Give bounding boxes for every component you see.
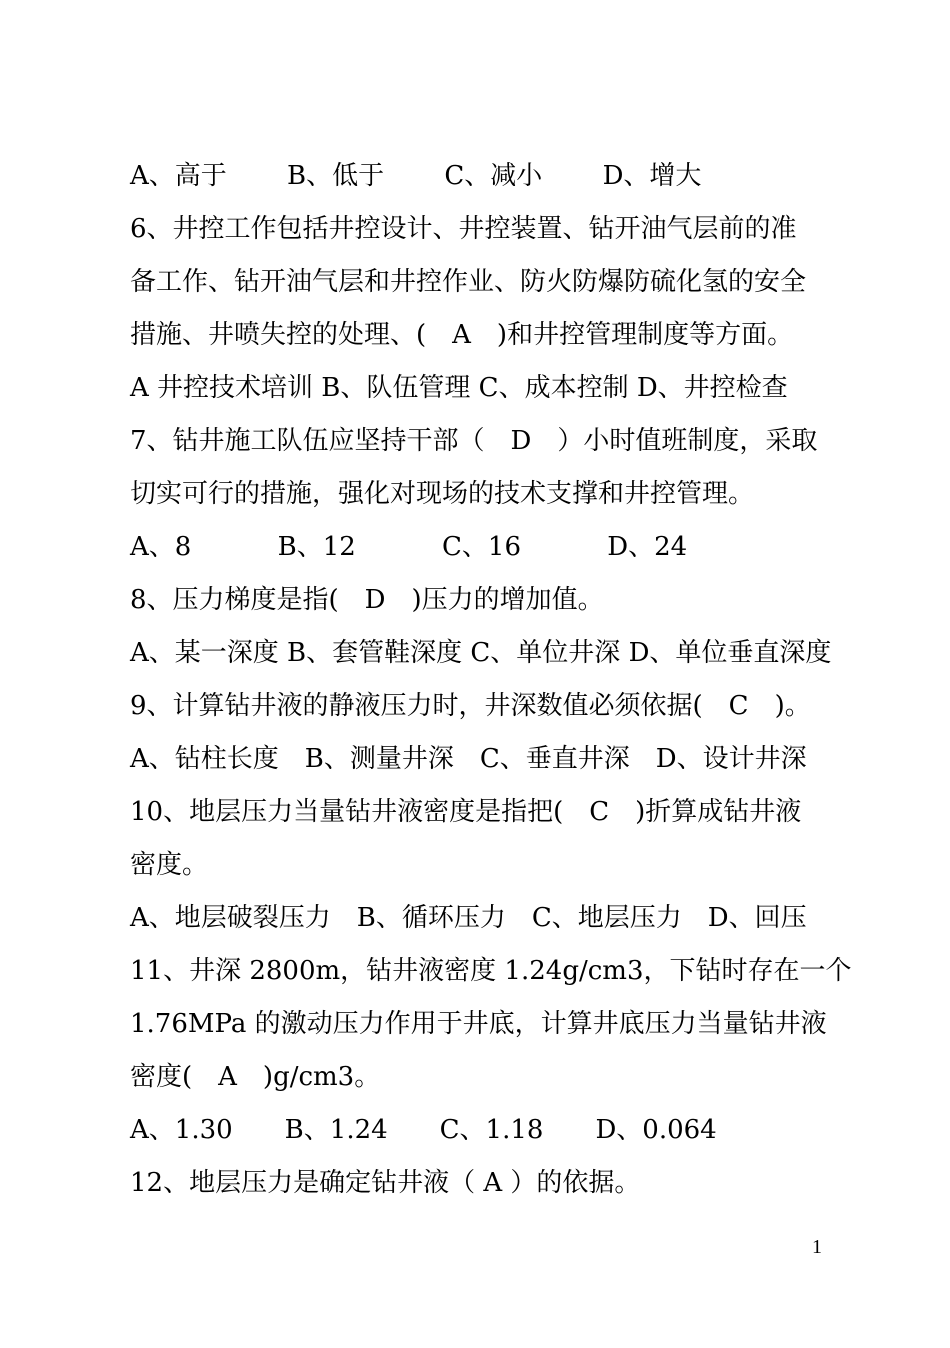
text-line: 密度( A )g/cm3。 (130, 1062, 381, 1092)
text-line: 6、井控工作包括井控设计、井控装置、钻开油气层前的准 (130, 214, 797, 244)
text-line: A 井控技术培训 B、队伍管理 C、成本控制 D、井控检查 (130, 373, 788, 403)
text-line: 密度。 (130, 850, 209, 880)
text-line: 措施、井喷失控的处理、( A )和井控管理制度等方面。 (130, 320, 794, 350)
text-line: 1.76MPa 的激动压力作用于井底，计算井底压力当量钻井液 (130, 1009, 827, 1039)
text-line: 10、地层压力当量钻井液密度是指把( C )折算成钻井液 (130, 797, 802, 827)
text-line: 8、压力梯度是指( D )压力的增加值。 (130, 585, 604, 615)
text-line: A、高于 B、低于 C、减小 D、增大 (130, 161, 702, 191)
text-line: 切实可行的措施，强化对现场的技术支撑和井控管理。 (130, 479, 755, 509)
text-line: 备工作、钻开油气层和井控作业、防火防爆防硫化氢的安全 (130, 267, 807, 297)
text-line: A、某一深度 B、套管鞋深度 C、单位井深 D、单位垂直深度 (130, 638, 832, 668)
text-line: A、地层破裂压力 B、循环压力 C、地层压力 D、回压 (130, 903, 807, 933)
text-line: A、1.30 B、1.24 C、1.18 D、0.064 (130, 1115, 717, 1145)
text-line: A、8 B、12 C、16 D、24 (130, 532, 688, 562)
text-line: 9、计算钻井液的静液压力时，井深数值必须依据( C )。 (130, 691, 811, 721)
page-number: 1 (812, 1236, 822, 1258)
text-line: 7、钻井施工队伍应坚持干部（ D ）小时值班制度，采取 (130, 426, 818, 456)
text-line: 12、地层压力是确定钻井液（ A ）的依据。 (130, 1168, 641, 1198)
text-line: 11、井深 2800m，钻井液密度 1.24g/cm3，下钻时存在一个 (130, 956, 852, 986)
text-line: A、钻柱长度 B、测量井深 C、垂直井深 D、设计井深 (130, 744, 807, 774)
